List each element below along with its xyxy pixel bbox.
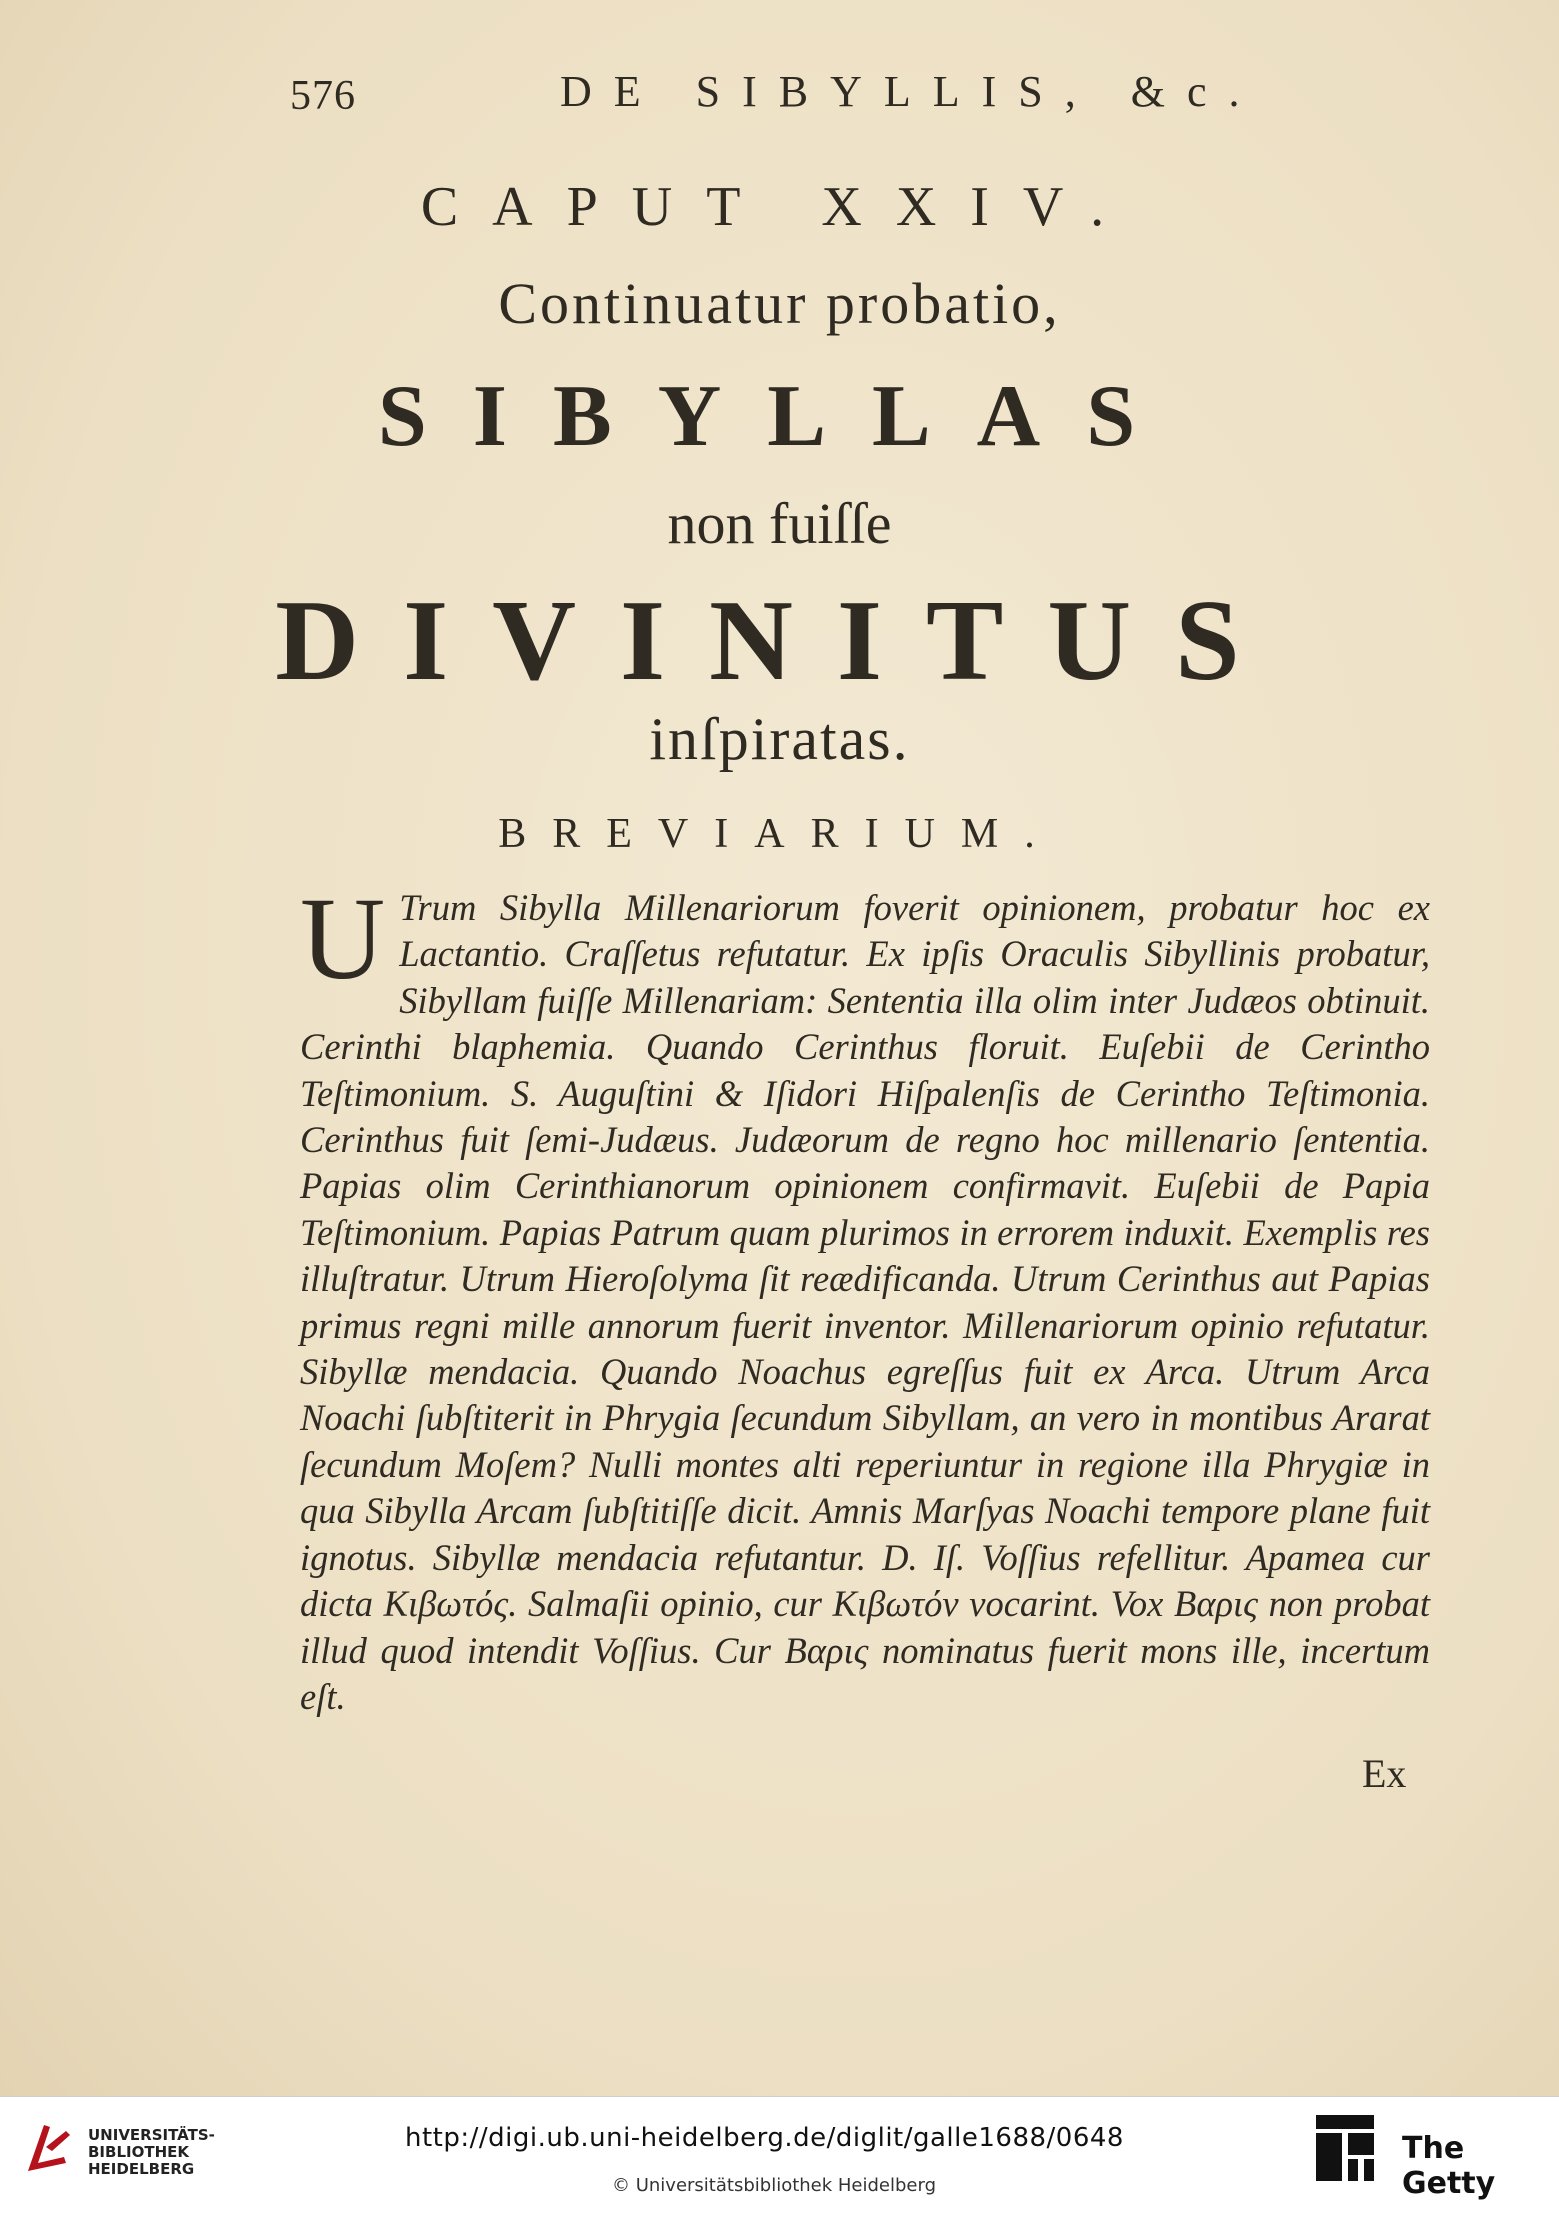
page-number: 576	[290, 73, 356, 119]
breviarium-heading: BREVIARIUM.	[498, 811, 1061, 857]
title-line-1: Continuatur probatio,	[498, 271, 1061, 336]
drop-cap: U	[300, 873, 386, 1004]
institution-name-text: UNIVERSITÄTS- BIBLIOTHEK HEIDELBERG	[88, 2126, 215, 2178]
title-line-2: SIBYLLAS	[377, 368, 1182, 465]
breviarium-text-block	[300, 873, 1430, 1720]
title-line-5: inſpiratas.	[649, 706, 910, 772]
copyright-notice: © Universitätsbibliothek Heidelberg	[612, 2175, 937, 2196]
catchword: Ex	[1362, 1751, 1407, 1796]
university-library-logo-icon	[14, 2117, 78, 2181]
chapter-heading: CAPUT XXIV.	[420, 176, 1139, 238]
running-title: DE SIBYLLIS, &c.	[560, 67, 1262, 116]
partner-name: The Getty	[1402, 2131, 1496, 2201]
viewer-footer	[0, 2096, 1559, 2214]
getty-logo-icon	[1312, 2111, 1378, 2191]
institution-name	[88, 2127, 215, 2178]
breviarium-text: Trum Sibylla Millenariorum foverit opinionem, probatur hoc ex Lactantio. Craſſetus refutatur. Ex ipſis Oraculis Sibyllinis probatur, Sibyllam fuiſſe Millenariam: Sententia illa olim inter Judæos obtinuit. Cerinthi blaphemia. Quando Cerinthus floruit. Euſebii de Cerintho Teſtimonium. S. Auguſtini & Iſidori Hiſpalenſis de Cerintho Teſtimonia. Cerinthus fuit ſemi-Judæus. Judæorum de regno hoc millenario ſententia. Papias olim Cerinthianorum opinionem confirmavit. Euſebii de Papia Teſtimonium. Papias Patrum quam plurimos in errorem induxit. Exemplis res illuſtratur. Utrum Hieroſolyma ſit reædificanda. Utrum Cerinthus aut Papias primus regni mille annorum fuerit inventor. Millenariorum opinio refutatur. Sibyllæ mendacia. Quando Noachus egreſſus fuit ex Arca. Utrum Arca Noachi ſubſtiterit in Phrygia ſecundum Sibyllam, an vero in montibus Ararat ſecundum Moſem? Nulli montes alti reperiuntur in regione illa Phrygiæ in qua Sibylla Arcam ſubſtitiſſe dicit. Amnis Marſyas Noachi tempore plane fuit ignotus. Sibyllæ mendacia refutantur. D. Iſ. Voſſius refellitur. Apamea cur dicta Κιβωτός. Salmaſii opinio, cur Κιβωτόν vocarint. Vox Βαρις non probat illud quod intendit Voſſius. Cur Βαρις nominatus fuerit mons ille, incertum eſt.	[300, 887, 1430, 1717]
title-line-3: non fuiſſe	[667, 491, 892, 556]
permalink-url[interactable]: http://digi.ub.uni-heidelberg.de/diglit/galle1688/0648	[405, 2123, 1124, 2153]
title-line-4: DIVINITUS	[275, 577, 1284, 705]
